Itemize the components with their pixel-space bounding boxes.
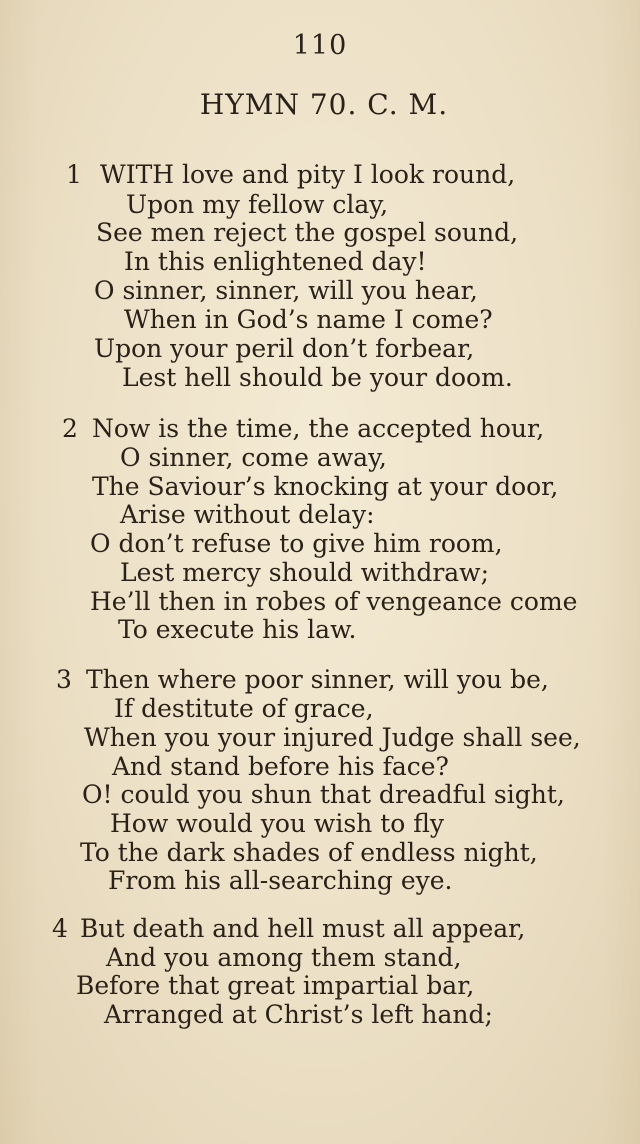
verse-line: To the dark shades of endless night, — [80, 838, 538, 867]
verse-line: O sinner, come away, — [120, 443, 387, 472]
verse-line: Then where poor sinner, will you be, — [86, 665, 549, 694]
verse-line: O don’t refuse to give him room, — [90, 529, 503, 558]
verse-line: Now is the time, the accepted hour, — [92, 414, 545, 443]
verse-line: See men reject the gospel sound, — [96, 218, 519, 247]
verse-number: 1 — [66, 160, 82, 189]
verse-line: WITH love and pity I look round, — [100, 160, 516, 189]
verse-number: 3 — [56, 665, 72, 694]
verse-line: And you among them stand, — [106, 943, 462, 972]
verse-line: O! could you shun that dreadful sight, — [82, 780, 565, 809]
verse-line: Lest hell should be your doom. — [122, 363, 513, 392]
verse-line: From his all-searching eye. — [108, 866, 453, 895]
verse-line: When in God’s name I come? — [124, 305, 493, 334]
verse-line: Arranged at Christ’s left hand; — [104, 1000, 493, 1029]
verse-line: He’ll then in robes of vengeance come — [90, 587, 578, 616]
verse-line: If destitute of grace, — [114, 694, 374, 723]
verse-line: When you your injured Judge shall see, — [84, 723, 581, 752]
page-number: 110 — [292, 30, 348, 61]
verse-line: How would you wish to fly — [110, 809, 445, 838]
verse-line: Upon my fellow clay, — [126, 190, 389, 219]
verse-line: To execute his law. — [118, 615, 357, 644]
verse-line: But death and hell must all appear, — [80, 914, 526, 943]
verse-line: And stand before his face? — [112, 752, 449, 781]
verse-line: In this enlightened day! — [124, 247, 427, 276]
verse-line: The Saviour’s knocking at your door, — [92, 472, 559, 501]
verse-line: Lest mercy should withdraw; — [120, 558, 489, 587]
verse-line: Upon your peril don’t forbear, — [94, 334, 475, 363]
verse-number: 4 — [52, 914, 68, 943]
verse-line: Arise without delay: — [120, 500, 375, 529]
hymn-title: HYMN 70. C. M. — [199, 88, 449, 121]
verse-line: O sinner, sinner, will you hear, — [94, 276, 478, 305]
verse-line: Before that great impartial bar, — [76, 971, 475, 1000]
verse-number: 2 — [62, 414, 78, 443]
